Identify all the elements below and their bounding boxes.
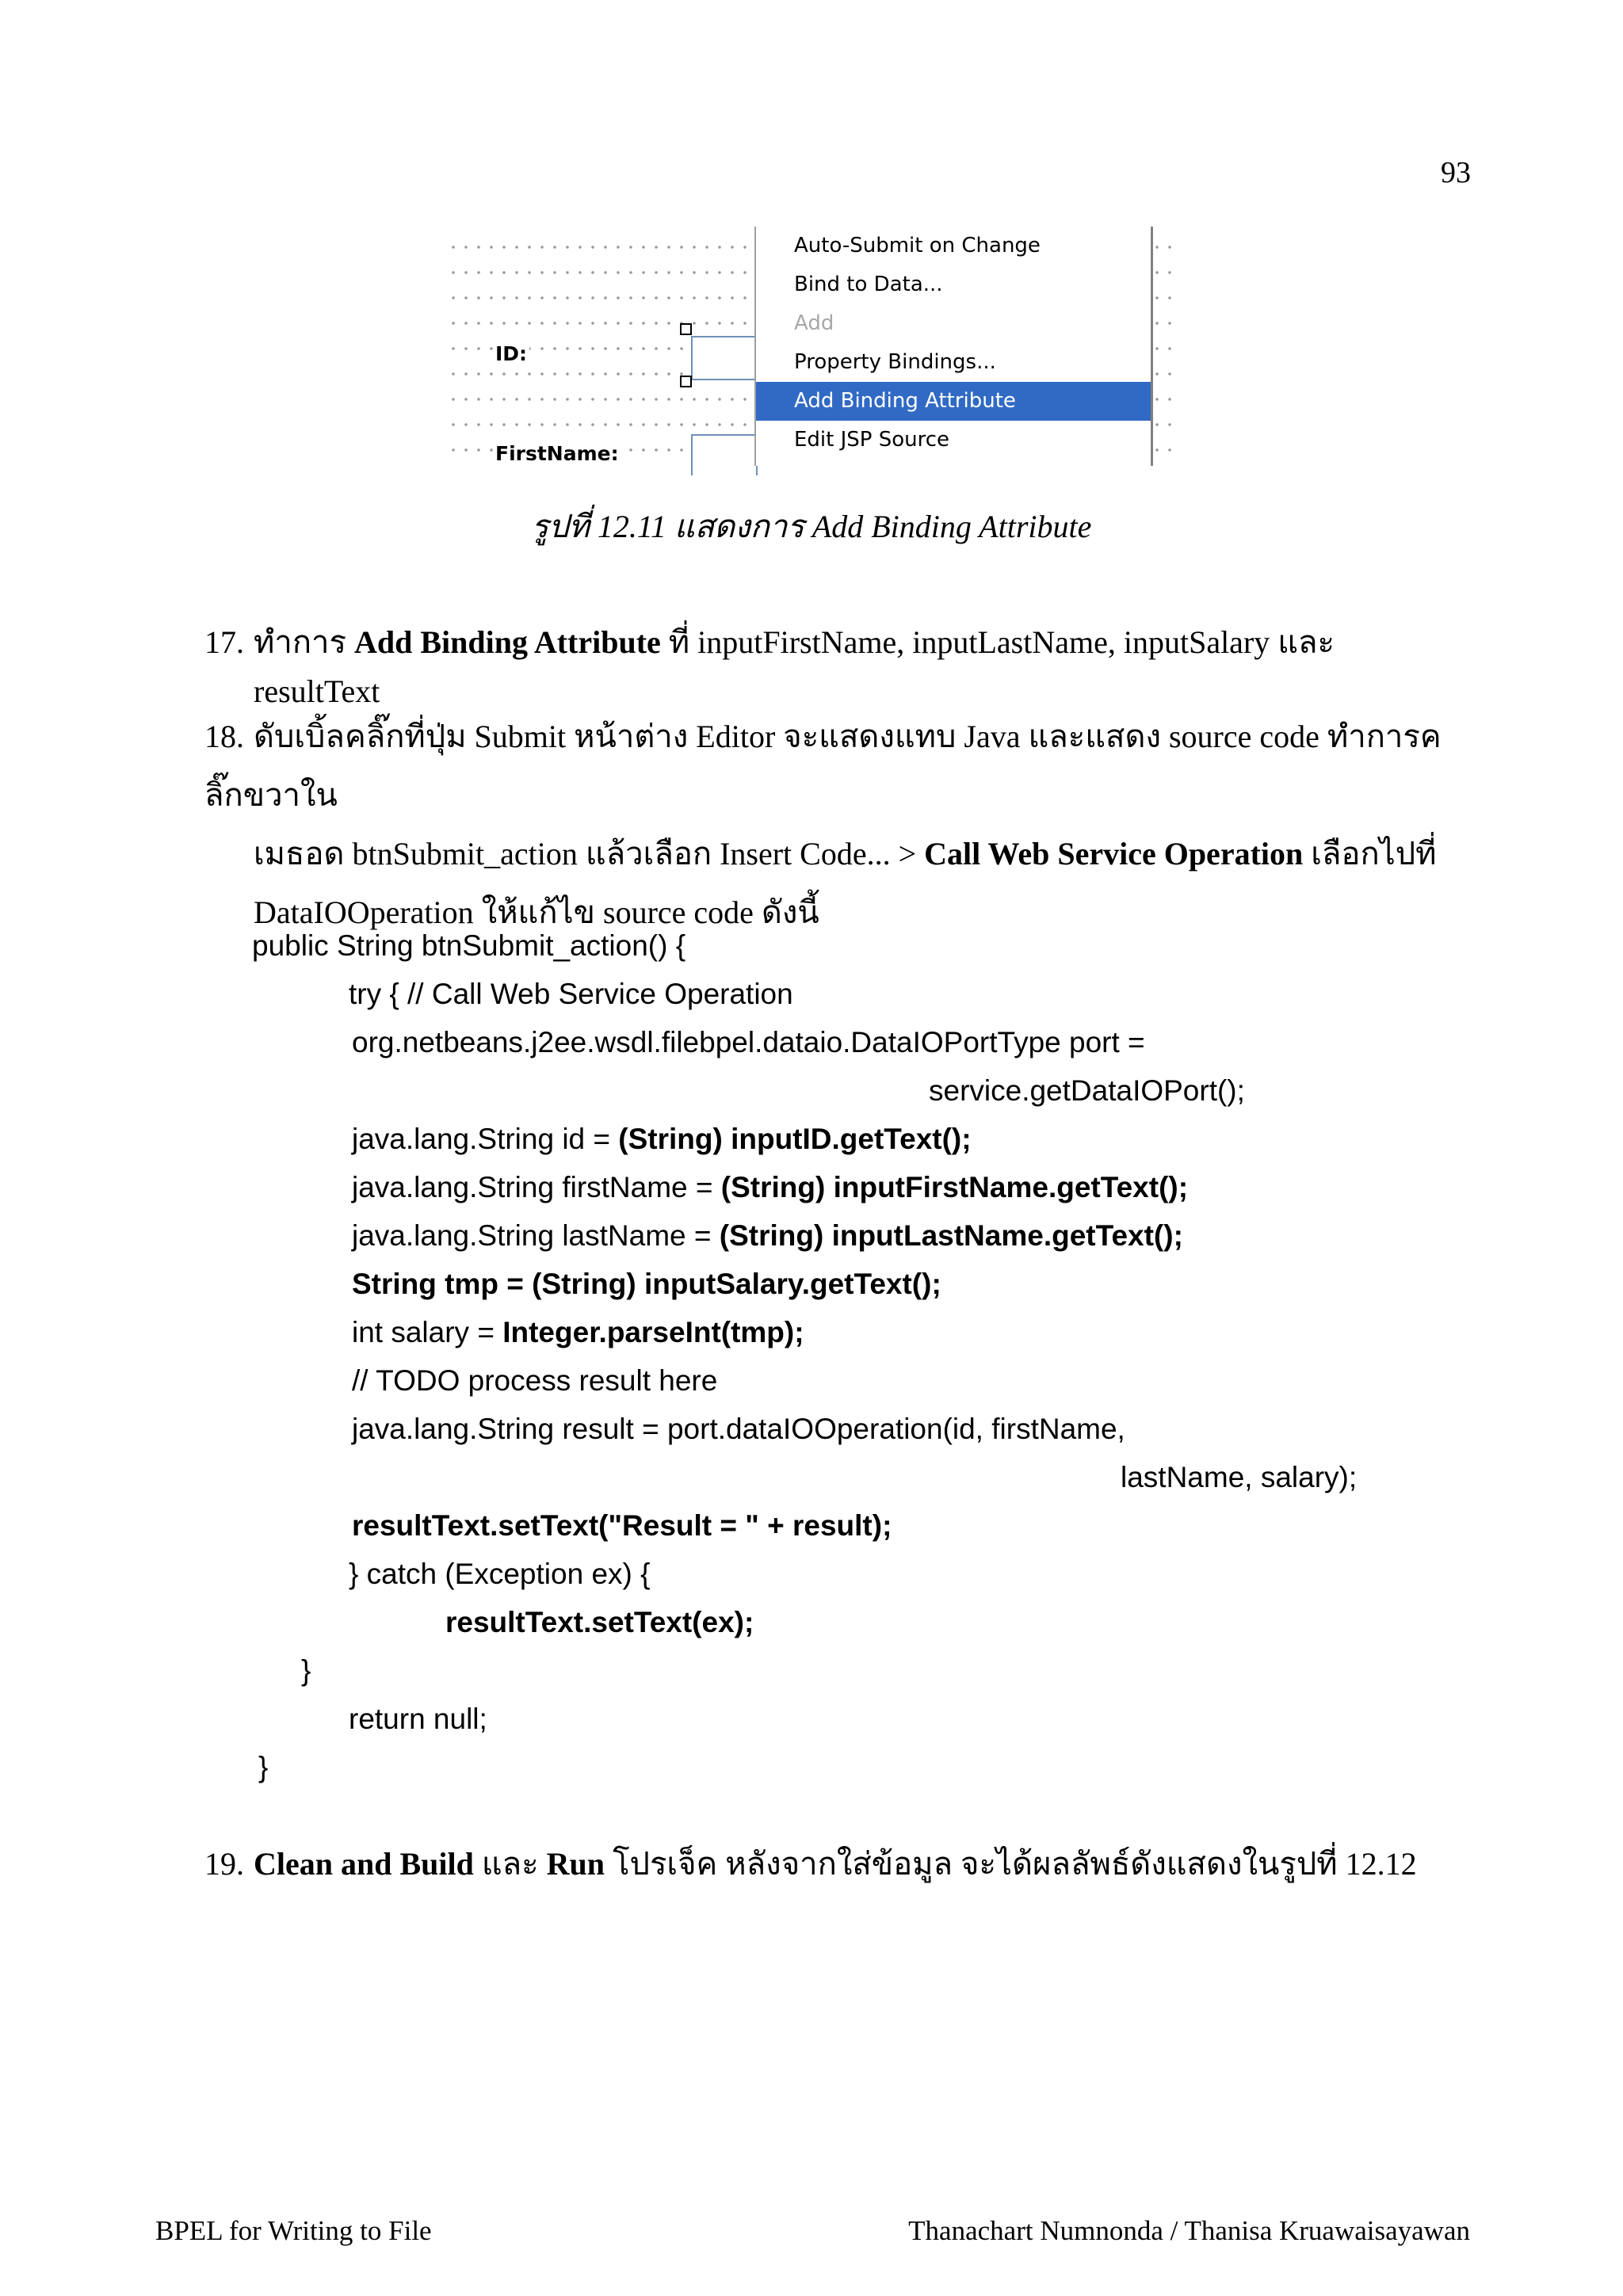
step-text: ทำการ	[254, 624, 354, 660]
figure-12-11	[445, 227, 1176, 466]
code-bold-text: Integer.parseInt(tmp);	[502, 1316, 804, 1348]
step-text: DataIOOperation ให้แก้ไข source code ดังนี้	[254, 894, 819, 930]
code-line	[352, 1315, 804, 1350]
code-line	[352, 1170, 1188, 1205]
code-text: java.lang.String id =	[352, 1123, 619, 1155]
step-17	[204, 618, 1472, 716]
step-bold-text: Run	[546, 1846, 605, 1882]
page-number: 93	[1441, 156, 1471, 189]
footer-title: BPEL for Writing to File	[155, 2215, 432, 2246]
code-line	[352, 1219, 1183, 1253]
code-line: }	[301, 1654, 311, 1687]
context-menu	[754, 227, 1153, 466]
code-line	[352, 1122, 972, 1157]
step-text: เลือกไปที่	[1303, 836, 1437, 871]
code-text: java.lang.String firstName =	[352, 1171, 721, 1203]
step-18	[204, 707, 1472, 942]
designer-canvas	[445, 227, 754, 466]
code-line: lastName, salary);	[1121, 1461, 1358, 1493]
firstname-label: FirstName:	[493, 442, 621, 465]
code-line: java.lang.String result = port.dataIOOperation(id, firstName,	[352, 1413, 1125, 1445]
code-line: org.netbeans.j2ee.wsdl.filebpel.dataio.DataIOPortType port =	[352, 1026, 1145, 1058]
step-bold-text: Clean and Build	[254, 1846, 474, 1882]
code-text: int salary =	[352, 1316, 503, 1348]
step-text: ที่ inputFirstName, inputLastName, inputSalary และ	[660, 624, 1335, 660]
code-bold-text: (String) inputID.getText();	[618, 1123, 972, 1155]
code-line: } catch (Exception ex) {	[349, 1558, 651, 1590]
menu-item-bind-to-data[interactable]: Bind to Data...	[794, 273, 943, 296]
step-19	[204, 1840, 1472, 1889]
menu-item-add-binding-attribute[interactable]: Add Binding Attribute	[756, 382, 1151, 421]
menu-item-property-bindings[interactable]: Property Bindings...	[794, 350, 996, 374]
footer-authors: Thanachart Numnonda / Thanisa Kruawaisayawan	[908, 2215, 1470, 2246]
step-bold-text: Call Web Service Operation	[924, 836, 1304, 871]
code-line: resultText.setText(ex);	[445, 1606, 754, 1638]
code-line: // TODO process result here	[352, 1364, 718, 1397]
resize-handle-bottom[interactable]	[680, 376, 692, 387]
id-input-field[interactable]	[691, 336, 758, 380]
code-line: return null;	[349, 1703, 487, 1735]
code-line: }	[258, 1751, 269, 1783]
step-text: โปรเจ็ค หลังจากใส่ข้อมูล จะได้ผลลัพธ์ดังแสดงในรูปที่ 12.12	[605, 1846, 1417, 1882]
step-number: 19.	[204, 1846, 244, 1882]
step-text: และ	[473, 1846, 547, 1882]
resize-handle-top[interactable]	[680, 323, 692, 335]
menu-item-edit-jsp-source[interactable]: Edit JSP Source	[794, 428, 950, 452]
code-line: resultText.setText("Result = " + result);	[352, 1509, 892, 1542]
step-number: 17.	[204, 624, 244, 660]
code-line: public String btnSubmit_action() {	[252, 929, 686, 962]
figure-caption: รูปที่ 12.11 แสดงการ Add Binding Attribute	[531, 509, 1092, 544]
code-line: try { // Call Web Service Operation	[349, 978, 793, 1010]
step-text: resultText	[254, 673, 380, 709]
id-label: ID:	[493, 342, 529, 365]
code-line: String tmp = (String) inputSalary.getText();	[352, 1268, 941, 1300]
menu-item-auto-submit[interactable]: Auto-Submit on Change	[794, 234, 1041, 257]
designer-canvas-right	[1149, 227, 1176, 466]
code-line: service.getDataIOPort();	[929, 1074, 1245, 1107]
code-bold-text: (String) inputFirstName.getText();	[720, 1171, 1189, 1203]
firstname-input-field[interactable]	[691, 434, 758, 475]
code-text: java.lang.String lastName =	[352, 1219, 720, 1252]
menu-item-add: Add	[794, 311, 834, 335]
step-number: 18.	[204, 719, 244, 754]
step-bold-text: Add Binding Attribute	[354, 624, 661, 660]
step-text: ดับเบิ้ลคลิ๊กที่ปุ่ม Submit หน้าต่าง Editor จะแสดงแทบ Java และแสดง source code ทำการคลิ๊กขวาใน	[204, 719, 1442, 813]
code-bold-text: (String) inputLastName.getText();	[719, 1219, 1183, 1252]
step-text: เมธอด btnSubmit_action แล้วเลือก Insert Code... >	[254, 836, 925, 871]
